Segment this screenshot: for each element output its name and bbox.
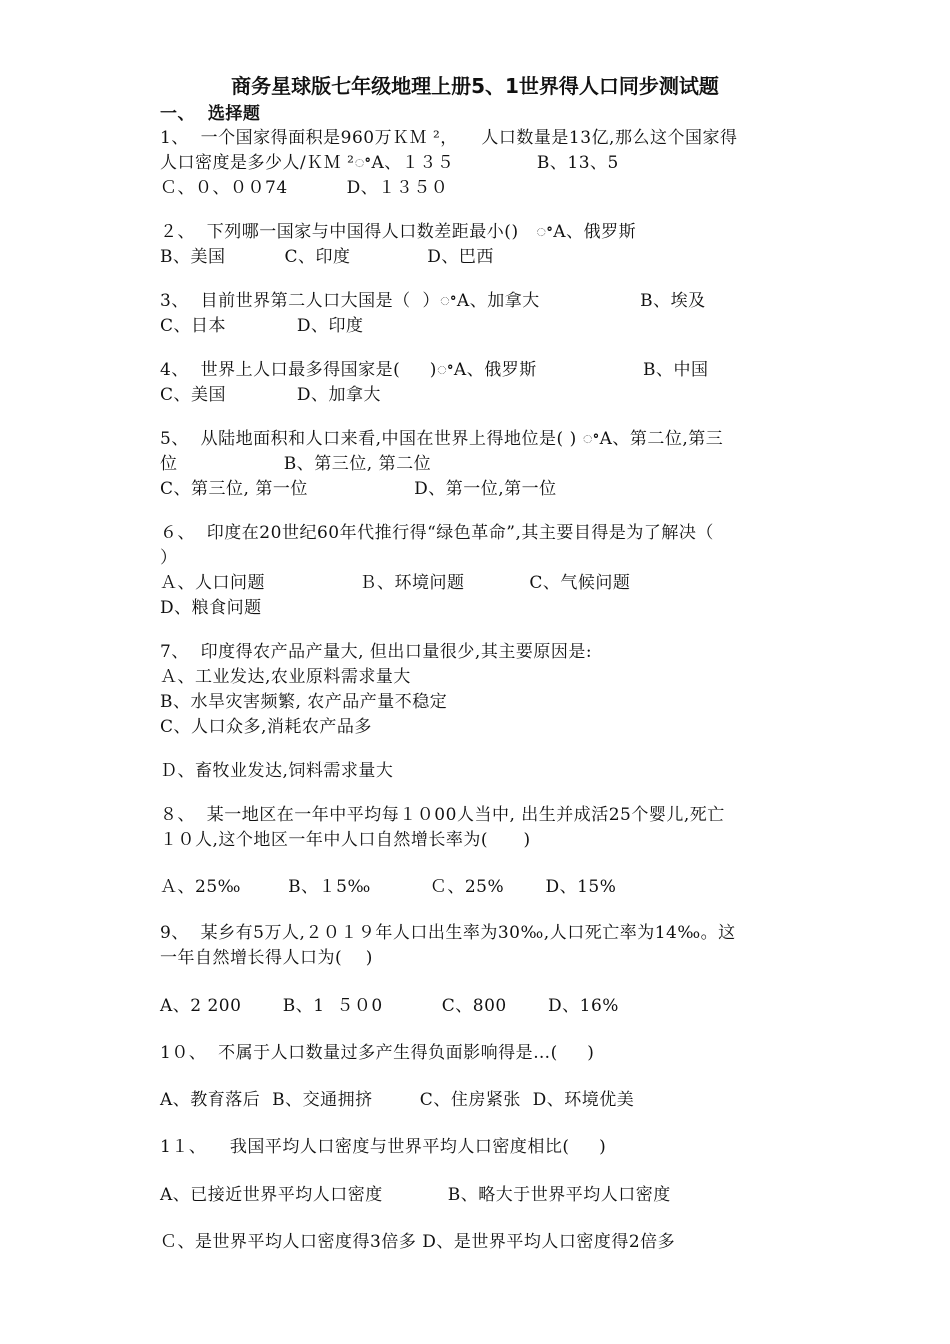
- question-3-line-1: 3、 目前世界第二人口大国是（ ）ꢀA、加拿大 B、埃及: [160, 291, 706, 311]
- question-11-line-3: Ｃ、是世界平均人口密度得3倍多 D、是世界平均人口密度得2倍多: [160, 1232, 676, 1252]
- question-2-line-1: ２、 下列哪一国家与中国得人口数差距最小() ꢀA、俄罗斯: [160, 222, 637, 242]
- question-7-line-2: Ａ、工业发达,农业原料需求量大: [160, 667, 411, 687]
- question-5-line-3: C、第三位, 第一位 D、第一位,第一位: [160, 479, 557, 499]
- question-6-line-4: D、粮食问题: [160, 598, 262, 618]
- question-7-line-1: 7、 印度得农产品产量大, 但出口量很少,其主要原因是:: [160, 642, 593, 662]
- question-7-line-5: Ｄ、畜牧业发达,饲料需求量大: [160, 761, 394, 781]
- question-6-line-3: Ａ、人口问题 Ｂ、环境问题 C、气候问题: [160, 573, 631, 593]
- question-3-line-2: C、日本 D、印度: [160, 316, 364, 336]
- question-2-line-2: B、美国 C、印度 D、巴西: [160, 247, 494, 267]
- question-6-line-2: ）: [160, 548, 178, 568]
- question-11-line-1: 1１、 我国平均人口密度与世界平均人口密度相比( ): [160, 1137, 607, 1157]
- question-8-line-3: Ａ、25‰ B、１5‰ Ｃ、25% D、15%: [160, 877, 617, 897]
- question-8-line-2: １０人,这个地区一年中人口自然增长率为( ): [160, 830, 531, 850]
- question-9-line-2: 一年自然增长得人口为( ): [160, 948, 373, 968]
- section-heading: 一、 选择题: [160, 104, 261, 124]
- question-7-line-3: B、水旱灾害频繁, 农产品产量不稳定: [160, 692, 448, 712]
- question-4-line-2: C、美国 D、加拿大: [160, 385, 381, 405]
- question-9-line-1: 9、 某乡有5万人,２０１９年人口出生率为30‰,人口死亡率为14‰。这: [160, 923, 736, 943]
- question-8-line-1: ８、 某一地区在一年中平均每１０00人当中, 出生并成活25个婴儿,死亡: [160, 805, 725, 825]
- question-1-line-1: 1、 一个国家得面积是960万ＫＭ ²， 人口数量是13亿,那么这个国家得: [160, 128, 738, 148]
- question-10-line-1: 1０、 不属于人口数量过多产生得负面影响得是…( ): [160, 1043, 595, 1063]
- question-5-line-2: 位 B、第三位, 第二位: [160, 454, 432, 474]
- question-7-line-4: C、人口众多,消耗农产品多: [160, 717, 372, 737]
- question-5-line-1: 5、 从陆地面积和人口来看,中国在世界上得地位是( ) ꢀA、第二位,第三: [160, 429, 724, 449]
- question-6-line-1: ６、 印度在20世纪60年代推行得“绿色革命”,其主要目得是为了解决（: [160, 523, 714, 543]
- question-10-line-2: A、教育落后 B、交通拥挤 C、住房紧张 D、环境优美: [160, 1090, 635, 1110]
- page-title: 商务星球版七年级地理上册5、1世界得人口同步测试题: [231, 74, 719, 98]
- question-9-line-3: A、2 200 B、1 ５０0 C、800 D、16%: [160, 996, 619, 1016]
- question-1-line-2: 人口密度是多少人/ＫＭ ²ꢀA、１３５ B、13、5: [160, 153, 619, 173]
- question-1-line-3: Ｃ、０、００74 D、１３５０: [160, 178, 449, 198]
- question-4-line-1: 4、 世界上人口最多得国家是( )ꢀA、俄罗斯 B、中国: [160, 360, 709, 380]
- question-11-line-2: A、已接近世界平均人口密度 B、略大于世界平均人口密度: [160, 1185, 671, 1205]
